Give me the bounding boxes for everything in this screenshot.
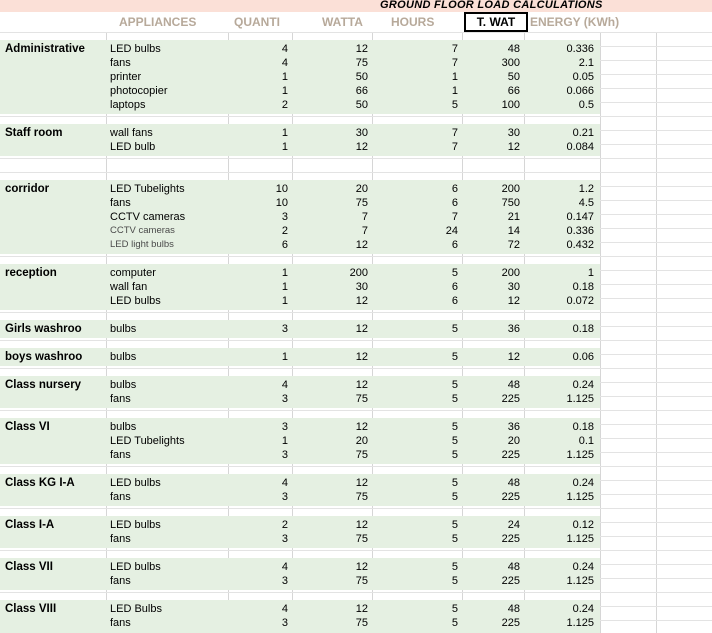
hours-cell[interactable]: 5 <box>451 533 458 545</box>
table-row <box>0 210 712 224</box>
qty-cell[interactable]: 1 <box>281 295 288 307</box>
header-energy[interactable]: ENERGY (KWh) <box>530 15 620 29</box>
energy-cell[interactable]: 0.18 <box>572 421 594 433</box>
watt-cell[interactable]: 75 <box>355 197 368 209</box>
twatt-cell[interactable]: 48 <box>507 43 520 55</box>
table-row <box>0 182 712 196</box>
appliance-cell[interactable]: CCTV cameras <box>110 225 175 236</box>
hours-cell[interactable]: 7 <box>451 127 458 139</box>
energy-cell[interactable]: 0.336 <box>566 225 594 237</box>
twatt-cell[interactable]: 14 <box>507 225 520 237</box>
appliance-cell[interactable]: printer <box>110 71 142 83</box>
hours-cell[interactable]: 24 <box>445 225 458 237</box>
qty-cell[interactable]: 1 <box>281 281 288 293</box>
watt-cell[interactable]: 12 <box>355 519 368 531</box>
hours-cell[interactable]: 6 <box>451 183 458 195</box>
watt-cell[interactable]: 12 <box>355 239 368 251</box>
twatt-cell[interactable]: 36 <box>507 323 520 335</box>
qty-cell[interactable]: 2 <box>281 225 288 237</box>
hours-cell[interactable]: 5 <box>451 477 458 489</box>
watt-cell[interactable]: 12 <box>355 477 368 489</box>
hours-cell[interactable]: 6 <box>451 197 458 209</box>
hours-cell[interactable]: 7 <box>451 211 458 223</box>
qty-cell[interactable]: 3 <box>281 533 288 545</box>
location-cell[interactable]: boys washroo <box>5 351 83 363</box>
energy-cell[interactable]: 0.1 <box>578 435 594 447</box>
table-row <box>0 518 712 532</box>
qty-cell[interactable]: 1 <box>281 85 288 97</box>
location-cell[interactable]: reception <box>5 267 57 279</box>
qty-cell[interactable]: 10 <box>275 197 288 209</box>
appliance-cell[interactable]: wall fan <box>110 281 148 293</box>
appliance-cell[interactable]: LED bulbs <box>110 295 161 307</box>
watt-cell[interactable]: 12 <box>355 351 368 363</box>
location-cell[interactable]: Class I-A <box>5 519 55 531</box>
table-row <box>0 560 712 574</box>
table-row <box>0 448 712 462</box>
appliance-cell[interactable]: LED Tubelights <box>110 435 185 447</box>
hours-cell[interactable]: 5 <box>451 519 458 531</box>
twatt-cell[interactable]: 300 <box>501 57 520 69</box>
qty-cell[interactable]: 2 <box>281 519 288 531</box>
table-row <box>0 322 712 336</box>
hours-cell[interactable]: 5 <box>451 617 458 629</box>
watt-cell[interactable]: 200 <box>349 267 368 279</box>
appliance-cell[interactable]: bulbs <box>110 351 137 363</box>
qty-cell[interactable]: 1 <box>281 351 288 363</box>
energy-cell[interactable]: 0.24 <box>572 477 594 489</box>
hours-cell[interactable]: 6 <box>451 239 458 251</box>
twatt-cell[interactable]: 66 <box>507 85 520 97</box>
twatt-cell[interactable]: 225 <box>501 393 520 405</box>
qty-cell[interactable]: 3 <box>281 421 288 433</box>
table-row <box>0 84 712 98</box>
twatt-cell[interactable]: 750 <box>501 197 520 209</box>
location-cell[interactable]: Class VIII <box>5 603 57 615</box>
watt-cell[interactable]: 12 <box>355 603 368 615</box>
energy-cell[interactable]: 0.084 <box>566 141 594 153</box>
header-row <box>0 12 712 32</box>
energy-cell[interactable]: 1.125 <box>566 491 594 503</box>
appliance-cell[interactable]: photocopier <box>110 85 168 97</box>
sheet-title[interactable]: GROUND FLOOR LOAD CALCULATIONS <box>380 0 603 11</box>
grid-row-line <box>0 466 712 467</box>
grid-row-line <box>0 368 712 369</box>
watt-cell[interactable]: 75 <box>355 393 368 405</box>
energy-cell[interactable]: 0.21 <box>572 127 594 139</box>
twatt-cell[interactable]: 30 <box>507 281 520 293</box>
energy-cell[interactable]: 2.1 <box>578 57 594 69</box>
watt-cell[interactable]: 75 <box>355 533 368 545</box>
appliance-cell[interactable]: LED light bulbs <box>110 239 174 250</box>
watt-cell[interactable]: 20 <box>355 183 368 195</box>
twatt-cell[interactable]: 48 <box>507 379 520 391</box>
twatt-cell[interactable]: 225 <box>501 491 520 503</box>
table-row <box>0 294 712 308</box>
appliance-cell[interactable]: bulbs <box>110 421 137 433</box>
twatt-cell[interactable]: 21 <box>507 211 520 223</box>
appliance-cell[interactable]: fans <box>110 449 131 461</box>
qty-cell[interactable]: 3 <box>281 211 288 223</box>
table-row <box>0 126 712 140</box>
location-cell[interactable]: Administrative <box>5 43 85 55</box>
appliance-cell[interactable]: LED Tubelights <box>110 183 185 195</box>
energy-cell[interactable]: 1.125 <box>566 393 594 405</box>
watt-cell[interactable]: 50 <box>355 71 368 83</box>
table-row <box>0 434 712 448</box>
hours-cell[interactable]: 6 <box>451 281 458 293</box>
appliance-cell[interactable]: fans <box>110 393 131 405</box>
watt-cell[interactable]: 30 <box>355 127 368 139</box>
appliance-cell[interactable]: fans <box>110 57 131 69</box>
hours-cell[interactable]: 7 <box>451 57 458 69</box>
appliance-cell[interactable]: LED Bulbs <box>110 603 162 615</box>
hours-cell[interactable]: 5 <box>451 421 458 433</box>
grid-row-line <box>0 172 712 173</box>
twatt-cell[interactable]: 72 <box>507 239 520 251</box>
grid-row-line <box>0 410 712 411</box>
appliance-cell[interactable]: fans <box>110 575 131 587</box>
watt-cell[interactable]: 12 <box>355 295 368 307</box>
grid-row-line <box>0 592 712 593</box>
table-row <box>0 280 712 294</box>
watt-cell[interactable]: 12 <box>355 43 368 55</box>
twatt-cell[interactable]: 12 <box>507 351 520 363</box>
grid-row-line <box>0 508 712 509</box>
energy-cell[interactable]: 1.125 <box>566 575 594 587</box>
watt-cell[interactable]: 66 <box>355 85 368 97</box>
energy-cell[interactable]: 0.432 <box>566 239 594 251</box>
appliance-cell[interactable]: LED bulbs <box>110 519 161 531</box>
watt-cell[interactable]: 12 <box>355 561 368 573</box>
twatt-cell[interactable]: 100 <box>501 99 520 111</box>
twatt-cell[interactable]: 225 <box>501 575 520 587</box>
twatt-cell[interactable]: 225 <box>501 449 520 461</box>
hours-cell[interactable]: 1 <box>451 85 458 97</box>
energy-cell[interactable]: 0.336 <box>566 43 594 55</box>
twatt-cell[interactable]: 20 <box>507 435 520 447</box>
table-row <box>0 224 712 238</box>
energy-cell[interactable]: 1.125 <box>566 617 594 629</box>
table-row <box>0 42 712 56</box>
appliance-cell[interactable]: fans <box>110 197 131 209</box>
hours-cell[interactable]: 5 <box>451 393 458 405</box>
qty-cell[interactable]: 3 <box>281 449 288 461</box>
table-row <box>0 532 712 546</box>
location-cell[interactable]: Class VII <box>5 561 53 573</box>
watt-cell[interactable]: 75 <box>355 491 368 503</box>
table-row <box>0 196 712 210</box>
qty-cell[interactable]: 3 <box>281 575 288 587</box>
energy-cell[interactable]: 0.05 <box>572 71 594 83</box>
qty-cell[interactable]: 2 <box>281 99 288 111</box>
twatt-cell[interactable]: 12 <box>507 295 520 307</box>
appliance-cell[interactable]: LED bulbs <box>110 561 161 573</box>
table-row <box>0 140 712 154</box>
table-row <box>0 378 712 392</box>
twatt-cell[interactable]: 30 <box>507 127 520 139</box>
energy-cell[interactable]: 0.12 <box>572 519 594 531</box>
watt-cell[interactable]: 75 <box>355 575 368 587</box>
watt-cell[interactable]: 30 <box>355 281 368 293</box>
hours-cell[interactable]: 6 <box>451 295 458 307</box>
energy-cell[interactable]: 4.5 <box>578 197 594 209</box>
table-row <box>0 616 712 630</box>
appliance-cell[interactable]: CCTV cameras <box>110 211 186 223</box>
appliance-cell[interactable]: fans <box>110 533 131 545</box>
grid-row-line <box>0 550 712 551</box>
watt-cell[interactable]: 75 <box>355 57 368 69</box>
hours-cell[interactable]: 5 <box>451 351 458 363</box>
qty-cell[interactable]: 1 <box>281 71 288 83</box>
energy-cell[interactable]: 1.125 <box>566 533 594 545</box>
qty-cell[interactable]: 4 <box>281 603 288 615</box>
energy-cell[interactable]: 0.072 <box>566 295 594 307</box>
header-hours[interactable]: HOURS <box>391 15 435 29</box>
header-wattage[interactable]: WATTA <box>322 15 363 29</box>
twatt-cell[interactable]: 225 <box>501 533 520 545</box>
hours-cell[interactable]: 7 <box>451 43 458 55</box>
energy-cell[interactable]: 0.147 <box>566 211 594 223</box>
header-quantity[interactable]: QUANTI <box>234 15 280 29</box>
table-row <box>0 56 712 70</box>
hours-cell[interactable]: 5 <box>451 491 458 503</box>
twatt-cell[interactable]: 36 <box>507 421 520 433</box>
qty-cell[interactable]: 4 <box>281 379 288 391</box>
header-total-watt[interactable]: T. WAT <box>464 12 528 32</box>
watt-cell[interactable]: 20 <box>355 435 368 447</box>
watt-cell[interactable]: 75 <box>355 617 368 629</box>
twatt-cell[interactable]: 225 <box>501 617 520 629</box>
grid-row-line <box>0 340 712 341</box>
qty-cell[interactable]: 6 <box>281 239 288 251</box>
table-row <box>0 266 712 280</box>
qty-cell[interactable]: 4 <box>281 43 288 55</box>
watt-cell[interactable]: 12 <box>355 141 368 153</box>
table-row <box>0 420 712 434</box>
hours-cell[interactable]: 7 <box>451 141 458 153</box>
appliance-cell[interactable]: laptops <box>110 99 146 111</box>
qty-cell[interactable]: 3 <box>281 323 288 335</box>
energy-cell[interactable]: 0.24 <box>572 603 594 615</box>
qty-cell[interactable]: 4 <box>281 561 288 573</box>
location-cell[interactable]: Staff room <box>5 127 63 139</box>
qty-cell[interactable]: 4 <box>281 57 288 69</box>
energy-cell[interactable]: 0.24 <box>572 561 594 573</box>
energy-cell[interactable]: 0.066 <box>566 85 594 97</box>
twatt-cell[interactable]: 48 <box>507 603 520 615</box>
hours-cell[interactable]: 5 <box>451 575 458 587</box>
appliance-cell[interactable]: LED bulbs <box>110 43 161 55</box>
grid-row-line <box>0 312 712 313</box>
table-row <box>0 490 712 504</box>
appliance-cell[interactable]: bulbs <box>110 379 137 391</box>
hours-cell[interactable]: 5 <box>451 267 458 279</box>
watt-cell[interactable]: 7 <box>361 225 368 237</box>
hours-cell[interactable]: 5 <box>451 379 458 391</box>
hours-cell[interactable]: 5 <box>451 449 458 461</box>
table-row <box>0 350 712 364</box>
hours-cell[interactable]: 5 <box>451 435 458 447</box>
grid-row-line <box>0 158 712 159</box>
energy-cell[interactable]: 1.125 <box>566 449 594 461</box>
hours-cell[interactable]: 5 <box>451 561 458 573</box>
location-cell[interactable]: Class KG I-A <box>5 477 75 489</box>
energy-cell[interactable]: 0.24 <box>572 379 594 391</box>
watt-cell[interactable]: 7 <box>361 211 368 223</box>
location-cell[interactable]: Girls washroo <box>5 323 82 335</box>
hours-cell[interactable]: 1 <box>451 71 458 83</box>
grid-row-line <box>0 116 712 117</box>
qty-cell[interactable]: 4 <box>281 477 288 489</box>
table-row <box>0 238 712 252</box>
appliance-cell[interactable]: LED bulb <box>110 141 156 153</box>
hours-cell[interactable]: 5 <box>451 323 458 335</box>
location-cell[interactable]: corridor <box>5 183 50 195</box>
energy-cell[interactable]: 1 <box>587 267 594 279</box>
table-row <box>0 574 712 588</box>
grid-row-line <box>0 32 712 33</box>
qty-cell[interactable]: 1 <box>281 435 288 447</box>
appliance-cell[interactable]: computer <box>110 267 156 279</box>
appliance-cell[interactable]: fans <box>110 617 131 629</box>
location-cell[interactable]: Class VI <box>5 421 50 433</box>
table-row <box>0 98 712 112</box>
watt-cell[interactable]: 12 <box>355 379 368 391</box>
watt-cell[interactable]: 12 <box>355 323 368 335</box>
location-cell[interactable]: Class nursery <box>5 379 82 391</box>
table-row <box>0 70 712 84</box>
header-appliances[interactable]: APPLIANCES <box>119 15 197 29</box>
hours-cell[interactable]: 5 <box>451 99 458 111</box>
hours-cell[interactable]: 5 <box>451 603 458 615</box>
energy-cell[interactable]: 0.5 <box>578 99 594 111</box>
qty-cell[interactable]: 10 <box>275 183 288 195</box>
appliance-cell[interactable]: wall fans <box>110 127 153 139</box>
qty-cell[interactable]: 1 <box>281 141 288 153</box>
energy-cell[interactable]: 1.2 <box>578 183 594 195</box>
appliance-cell[interactable]: LED bulbs <box>110 477 161 489</box>
qty-cell[interactable]: 3 <box>281 491 288 503</box>
twatt-cell[interactable]: 48 <box>507 561 520 573</box>
appliance-cell[interactable]: fans <box>110 491 131 503</box>
twatt-cell[interactable]: 12 <box>507 141 520 153</box>
watt-cell[interactable]: 50 <box>355 99 368 111</box>
grid-row-line <box>0 256 712 257</box>
appliance-cell[interactable]: bulbs <box>110 323 137 335</box>
title-band <box>0 0 712 12</box>
twatt-cell[interactable]: 50 <box>507 71 520 83</box>
qty-cell[interactable]: 3 <box>281 393 288 405</box>
qty-cell[interactable]: 1 <box>281 267 288 279</box>
energy-cell[interactable]: 0.18 <box>572 281 594 293</box>
twatt-cell[interactable]: 48 <box>507 477 520 489</box>
table-row <box>0 476 712 490</box>
watt-cell[interactable]: 75 <box>355 449 368 461</box>
energy-cell[interactable]: 0.06 <box>572 351 594 363</box>
energy-cell[interactable]: 0.18 <box>572 323 594 335</box>
twatt-cell[interactable]: 200 <box>501 267 520 279</box>
twatt-cell[interactable]: 24 <box>507 519 520 531</box>
watt-cell[interactable]: 12 <box>355 421 368 433</box>
qty-cell[interactable]: 3 <box>281 617 288 629</box>
table-row <box>0 392 712 406</box>
table-row <box>0 602 712 616</box>
twatt-cell[interactable]: 200 <box>501 183 520 195</box>
qty-cell[interactable]: 1 <box>281 127 288 139</box>
